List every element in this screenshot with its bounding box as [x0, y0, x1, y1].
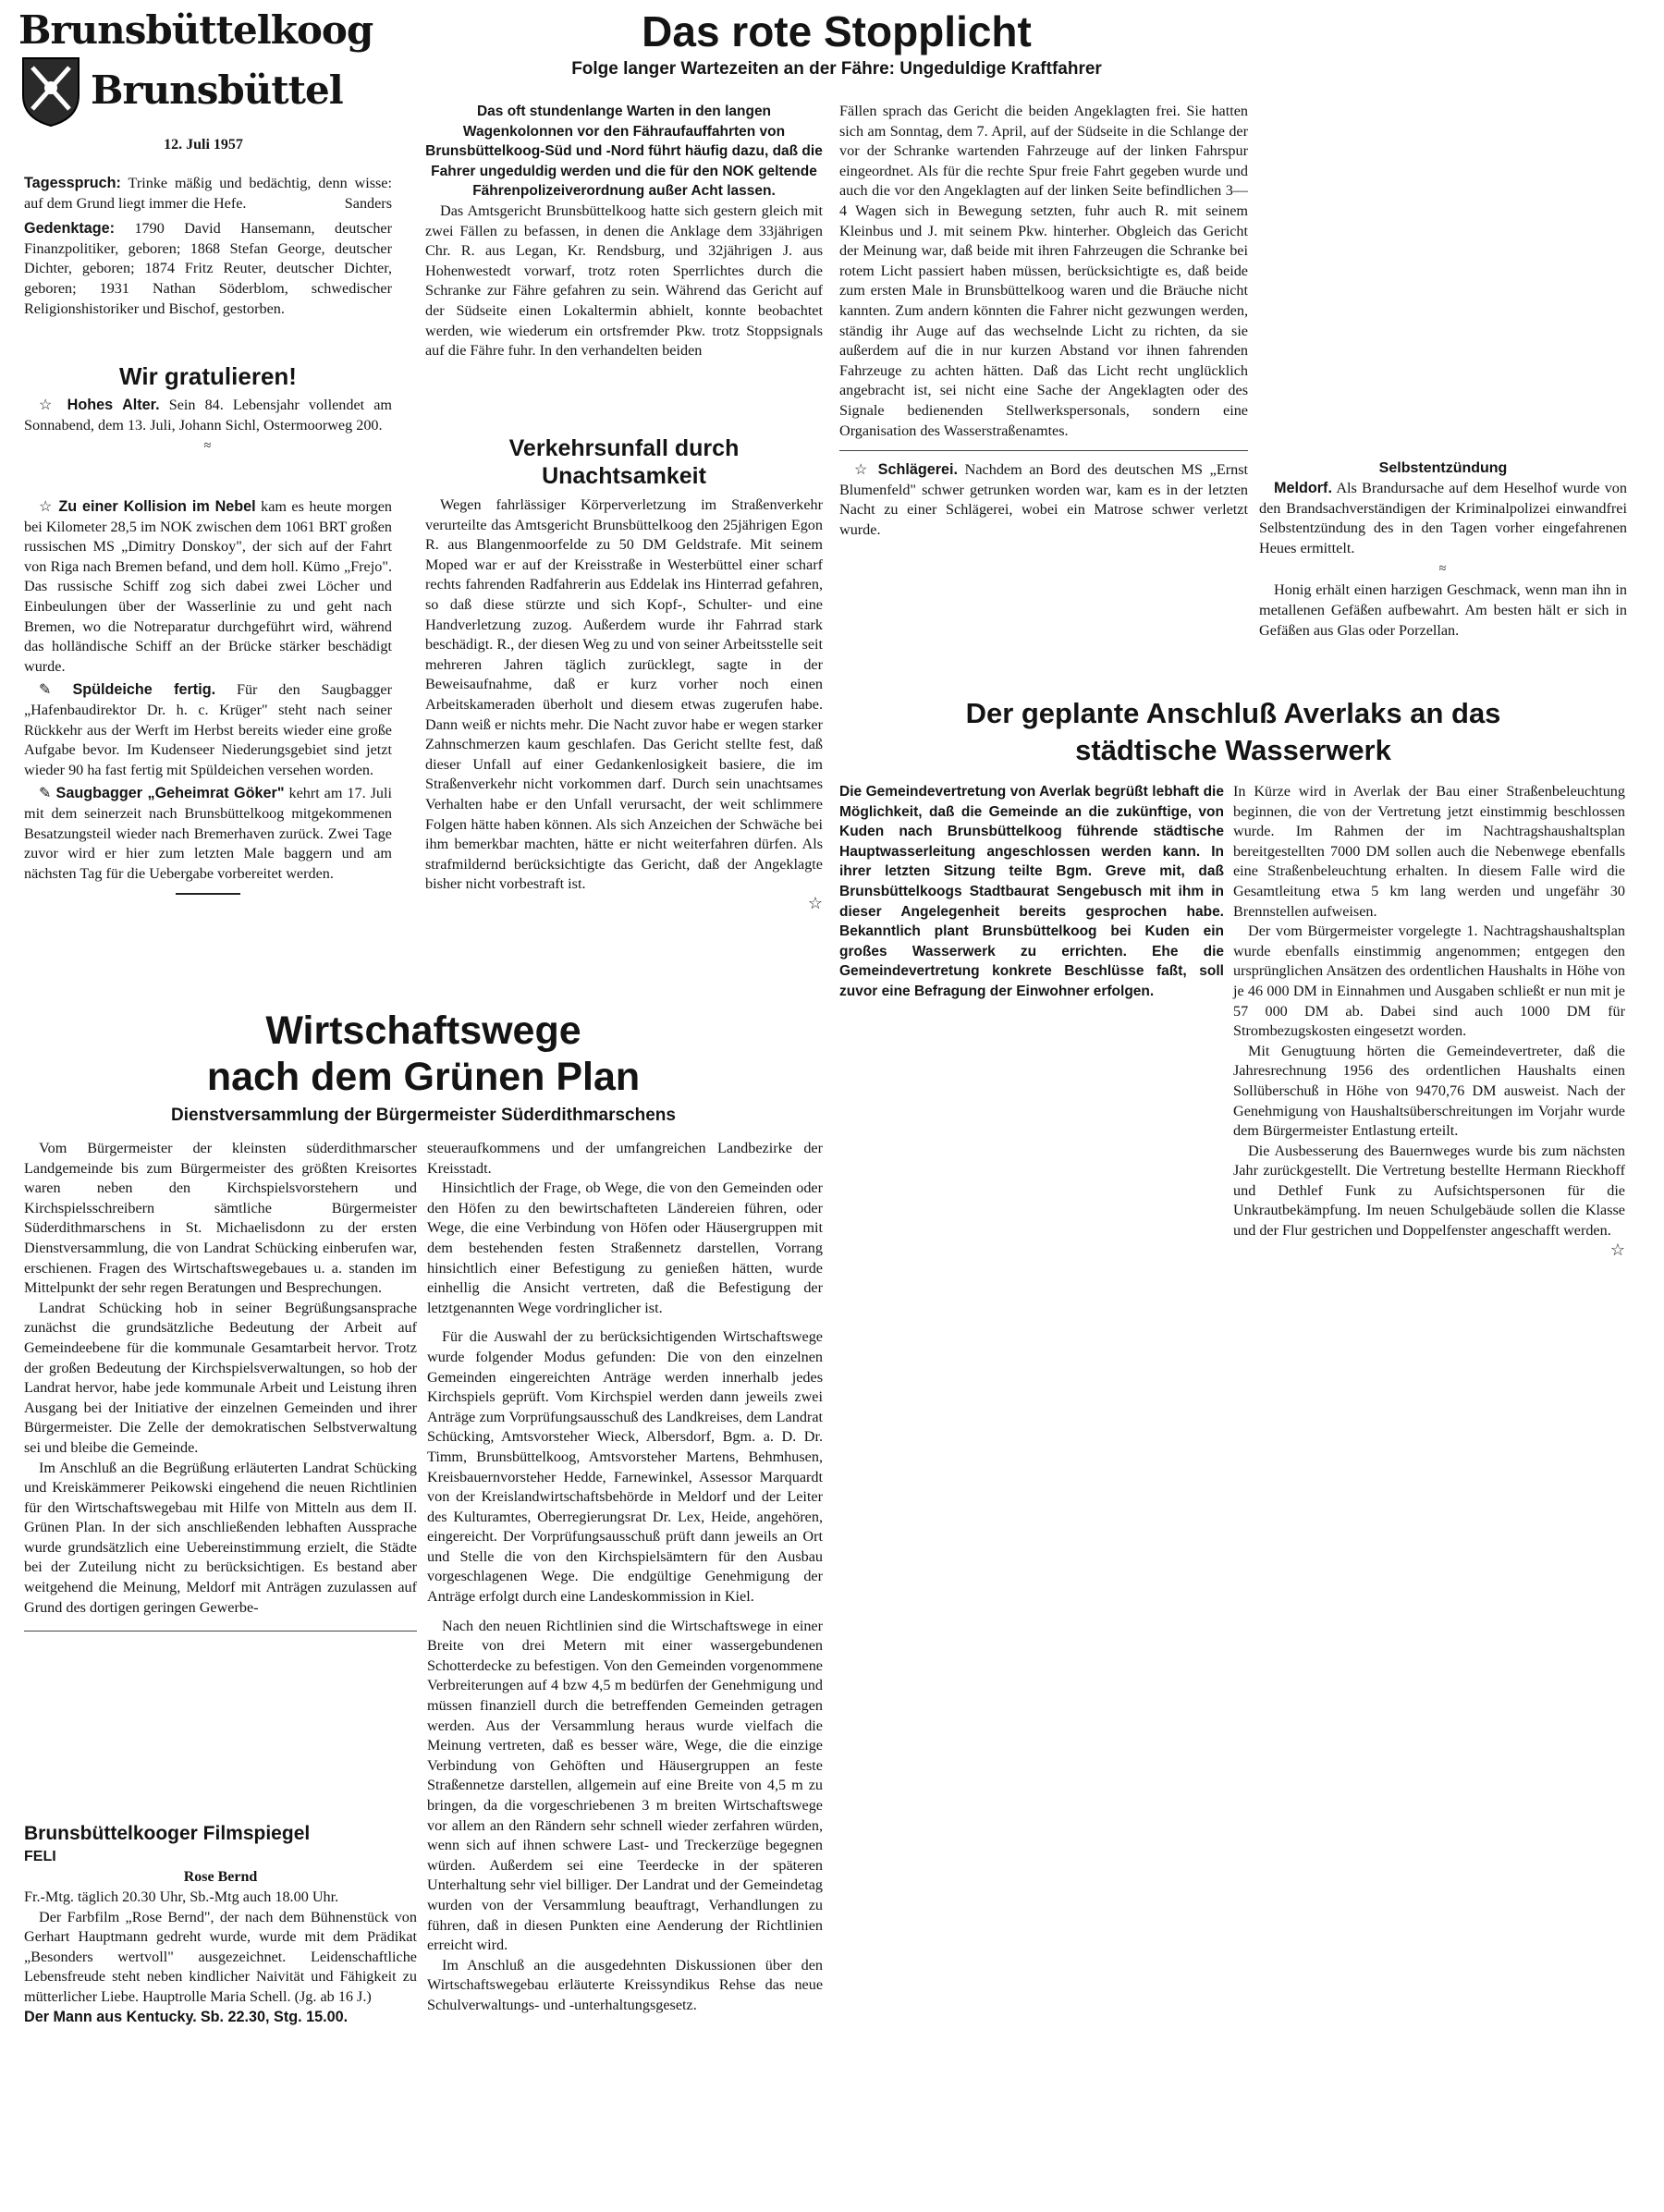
wege-subtitle: Dienstversammlung der Bürgermeister Süderdithmarschens — [171, 1106, 676, 1125]
wege-c2p1: steueraufkommens und der umfangreichen Landbezirke der Kreisstadt. — [427, 1140, 823, 1177]
wege-c2p5: Im Anschluß an die ausgedehnten Diskussionen über den Wirtschaftswegebau erläuterte Kreissyndikus Rehse das neue Schulverwaltungs- und -unterhaltungsgesetz. — [427, 1956, 823, 2013]
congrats-text: ☆ Hohes Alter. Sein 84. Lebensjahr vollendet am Sonnabend, dem 13. Juli, Johann Sichl, Ostermoorweg 200. — [24, 397, 393, 434]
wege-c2p2: Hinsichtlich der Frage, ob Wege, die von den Gemeinden oder den Höfen zu den bewirtschafteten Ländereien führen, oder Wege, die eine Verbindung von Höfen oder Häusergruppen mit dem bestehenden festen Straßennetz darstellen, Vorrang hinsichtlich einer Befestigung zu genießen hätten, wurde einhellig die Ansicht vertreten, daß die Befestigung der letztgenannten Wege vordringlicher ist. — [427, 1179, 823, 1316]
daily-section — [24, 174, 392, 319]
wege-c1p1: Vom Bürgermeister der kleinsten süderdithmarscher Landgemeinde bis zum Bürgermeister des größten Kreisortes waren neben den Kirchspielsvorstehern und Kirchspielsschreibern sämtliche Bürgermeister Süderdithmarschens in St. Michaelisdonn zu der ersten Dienstversammlung, die von Landrat Schücking einberufen war, erschienen. Fragen des Wirtschaftswegebaues u. a. standen im Mittelpunkt der sehr regen Beratungen und Besprechungen. — [24, 1140, 417, 1297]
tagesspruch-label: Tagesspruch: — [24, 175, 121, 191]
masthead-title-1: Brunsbüttelkoog — [18, 7, 373, 53]
averlak-p4: Die Ausbesserung des Bauernweges wurde bis zum nächsten Jahr zurückgestellt. Die Vertretung bestellte Hermann Rieckhoff und Dethlef Funk zu Aufsichtspersonen für die Unkrautbekämpfung. Im neuen Schulgebäude sollen die Klasse und der Flur gestrichen und Doppelfenster angeschafft werden. — [1233, 1142, 1625, 1240]
selbst-heading: Selbstentzündung — [1378, 460, 1508, 476]
gedenktage-label: Gedenktage: — [24, 220, 116, 238]
end-star-icon: ☆ — [807, 893, 823, 912]
film-second: Der Mann aus Kentucky. Sb. 22.30, Stg. 15.00. — [24, 2008, 349, 2025]
unfall-title: Verkehrsunfall durch Unachtsamkeit — [508, 435, 740, 489]
honig-text: Honig erhält einen harzigen Geschmack, wenn man ihn in metallenen Gefäßen aufbewahrt. Am besten hält er sich in Gefäßen aus Glas oder Porzellan. — [1259, 581, 1627, 639]
stopp-title: Das rote Stopplicht — [642, 7, 1032, 55]
film-movie: Rose Bernd — [183, 1869, 258, 1885]
averlak-col1 — [839, 782, 1224, 999]
tagesspruch: Tagesspruch: Trinke mäßig und bedächtig, denn wisse: auf dem Grund liegt immer die Hefe. Sanders — [24, 174, 392, 214]
divider-wave: ≈ — [203, 439, 213, 454]
nebel-article — [24, 497, 392, 904]
wege-c2p4: Nach den neuen Richtlinien sind die Wirtschaftswege in einer Breite von drei Metern mit einer wassergebundenen Schotterdecke zu befestigen. Von den Gemeinden vorgenommene Verbreiterungen auf 4 bzw 4,5 m bedürfen der Genehmigung und müssen finanziell durch die betreffenden Gemeinden getragen werden. Aus der Versammlung heraus wurde vielfach die Meinung vertreten, daß es besser wäre, Wege, die die einzige Verbindung von Gehöften und Häusergruppen an feste Straßennetze darstellen, allgemein auf eine Breite von 4,5 m zu bringen, da die vorgeschriebenen 3 m breiten Wirtschaftswege vor allem an den Rändern sehr schnell wieder zerfahren würden, wenn sich auf ihnen schwere Last- und Treckerzüge begegnen würden. Außerdem sei eine Teerdecke in der späteren Unterhaltung sehr viel billiger. Der Landrat und der Gemeindetag wurden von der Versammlung beauftragt, Verhandlungen zu führen, daß in diesen Punkten eine Aenderung der Richtlinien erreicht wird. — [427, 1617, 823, 1954]
selbst-text: Meldorf. Als Brandursache auf dem Heselhof wurde von den Brandsachverständigen der Kriminalpolizei einwandfrei Selbstentzündung des in den Tagen vorher eingefahrenen Heues ermittelt. — [1259, 480, 1627, 556]
stopp-subtitle: Folge langer Wartezeiten an der Fähre: Ungeduldige Kraftfahrer — [571, 59, 1102, 79]
schlaeg-text: ☆ Schlägerei. Nachdem an Bord des deutschen MS „Ernst Blumenfeld" schwer getrunken worden war, kam es in der letzten Nacht zu einer Schlägerei, wobei ein Matrose schwer verletzt wurde. — [839, 461, 1249, 538]
averlak-title: Der geplante Anschluß Averlaks an das städtische Wasserwerk — [965, 697, 1501, 766]
goeker-text: ✎ Saugbagger „Geheimrat Göker" kehrt am 17. Juli mit dem seinerzeit nach Brunsbüttelkoog mitgekommenen Besatzungsteil wieder nach Bremerhaven zurück. Zwei Tage zuvor wird er hier zum letzten Male baggern und am nächsten Tag für die Uebergabe vorbereitet werden. — [24, 785, 392, 882]
divider-line — [839, 450, 1248, 451]
wege-c1p3: Im Anschluß an die Begrüßung erläuterten Landrat Schücking und Kreiskämmerer Peikowski eingehend die neuen Richtlinien für den Wirtschaftswegebau mit Hilfe von Mitteln aus dem II. Grünen Plan. In der sich anschließenden lebhaften Aussprache wurde grundsätzlich eine Uebereinstimmung erzielt, die Städte bei der Zuteilung nicht zu berücksichtigen. Es bestand aber weitgehend die Meinung, Meldorf mit Anträgen zuzulassen auf Grund des dortigen geringen Gewerbe- — [24, 1459, 417, 1616]
film-times: Fr.-Mtg. täglich 20.30 Uhr, Sb.-Mtg auch 18.00 Uhr. — [24, 1888, 339, 1905]
unfall-article — [425, 434, 823, 911]
film-text: Der Farbfilm „Rose Bernd", der nach dem Bühnenstück von Gerhart Hauptmann gedreht wurde, wurde mit dem Prädikat „Besonders wertvoll" ausgezeichnet. Leidenschaftliche Lebensfreude steht neben kindlicher Naivität und Fähigkeit zu mütterlicher Liebe. Hauptrolle Maria Schell. (Jg. ab 16 J.) — [24, 1908, 417, 2005]
wege-col1 — [24, 1139, 417, 1641]
gedenktage: Gedenktage: 1790 David Hansemann, deutscher Finanzpolitiker, geboren; 1868 Stefan George, deutscher Dichter, geboren; 1874 Fritz Reuter, deutscher Dichter, geboren; 1931 Nathan Söderblom, schwedischer Religionshistoriker und Bischof, gestorben. — [24, 220, 393, 317]
masthead-title-2: Brunsbüttel — [91, 67, 343, 113]
wege-header — [24, 1008, 823, 1128]
congrats-section — [24, 361, 392, 458]
averlak-p3: Mit Genugtuung hörten die Gemeindevertreter, daß die Jahresrechnung 1956 des ordentlichen Haushalts einen Sollüberschuß in Höhe von 9470,76 DM ausweist. Nach der Genehmigung von Haushaltsüberschreitungen im Vorjahr wurde dem Bürgermeister Entlastung erteilt. — [1233, 1042, 1625, 1140]
averlak-col2 — [1233, 782, 1625, 1258]
film-heading: Brunsbüttelkooger Filmspiegel — [24, 1823, 311, 1844]
wege-c1p2: Landrat Schücking hob in seiner Begrüßungsansprache zunächst die grundsätzliche Bedeutung der Arbeit auf Gemeindeebene für die kommunale Gesamtarbeit hervor. Trotz der großen Bedeutung der Kirchspielsverwaltungen, so hob der Landrat hervor, habe jede kommunale Arbeit und Leistung ihren Ausgang bei der Initiative der einzelnen Gemeinden und ihrer Bürgermeister. Die Zelle der demokratischen Selbstverwaltung sei und bleibe die Gemeinde. — [24, 1299, 417, 1456]
stopp-col2 — [839, 102, 1248, 540]
stopp-header — [425, 6, 1248, 81]
averlak-header — [839, 695, 1627, 769]
film-cinema: FELI — [24, 1849, 56, 1864]
selbst-article — [1259, 458, 1627, 641]
end-star-icon-2: ☆ — [1609, 1240, 1625, 1259]
divider-line-2 — [24, 1631, 417, 1632]
stopp-lead: Das oft stundenlange Warten in den langen Wagenkolonnen vor den Fähraufauffahrten von Brunsbüttelkoog-Süd und -Nord führt häufig dazu, daß die Fahrer ungeduldig werden und die für den NOK geltende Fährenpolizeiverordnung außer Acht lassen. — [425, 104, 823, 200]
tagesspruch-author: Sanders — [344, 194, 392, 212]
averlak-lead: Die Gemeindevertretung von Averlak begrüßt lebhaft die Möglichkeit, daß die Gemeinde an die zukünftige, von Kuden nach Brunsbüttelkoog führende städtische Hauptwasserleitung angeschlossen werden kann. In ihrer letzten Sitzung teilte Bgm. Greve mit, daß Brunsbüttelkoogs Stadtbaurat Sengebusch mit ihm in dieser Angelegenheit bereits gesprochen habe. Bekanntlich plant Brunsbüttelkoog bei Kuden ein großes Wasserwerk zu errichten. Ehe die Gemeindevertretung konkrete Beschlüsse faßt, soll zuvor eine Befragung der Einwohner erfolgen. — [839, 784, 1224, 999]
spuel-text: ✎ Spüldeiche fertig. Für den Saugbagger „Hafenbaudirektor Dr. h. c. Krüger" steht nach seiner Rückkehr aus der Werft im Herbst bereits wieder eine große Aufgabe bevor. Im Kudenseer Niederungsgebiet sind jetzt wieder 90 ha fast fertig mit Spüldeichen versehen worden. — [24, 681, 392, 778]
averlak-p1: In Kürze wird in Averlak der Bau einer Straßenbeleuchtung beginnen, die von der Vertretung jetzt einstimmig beschlossen wurde. Im Rahmen der im Nachtragshaushaltsplan bereitgestellten 7000 DM sollen auch die Nebenwege ebenfalls eine Straßenbeleuchtung erhalten. In diesem Falle wird die Gesamtleitung etwa 5 km lang werden und ungefähr 30 Brennstellen aufweisen. — [1233, 783, 1625, 920]
stopp-p1: Das Amtsgericht Brunsbüttelkoog hatte sich gestern gleich mit zwei Fällen zu befassen, in denen die Anklage dem 33jährigen Chr. R. aus Legan, Kr. Rendsburg, und 32jährigen J. aus Hohenwestedt vorwarf, trotz roten Sperrlichtes durch die Schranke zur Fähre gefahren zu sein. Während das Gericht auf der Südseite einen Lokaltermin abhielt, konnte beobachtet werden, wie wiederum ein ortsfremder Pkw. trotz Stoppsignals auf die Fähre fuhr. In den verhandelten beiden — [425, 202, 823, 360]
wege-col2 — [427, 1139, 823, 2016]
nebel-text: ☆ Zu einer Kollision im Nebel kam es heute morgen bei Kilometer 28,5 im NOK zwischen dem 1061 BRT großen russischen MS „Dimitry Donskoy", der sich auf der Fahrt von Riga nach Bremen befand, und dem holl. Kümo „Frejo". Das russische Schiff zog sich dabei zwei Löcher und Einbeulungen über der Wasserlinie zu und geht nach Bremen, wo die Notreparatur durchgeführt wird, während das holländische Schiff an der Brücke stärker beschädigt wurde. — [24, 498, 392, 675]
film-section — [24, 1821, 417, 2027]
wege-c2p3: Für die Auswahl der zu berücksichtigenden Wirtschaftswege wurde folgender Modus gefunden: Die von den einzelnen Gemeinden eingereichten Anträge werden innerhalb jedes Kirchspiels geprüft. Vom Kirchspiel werden dann jeweils zwei Anträge zum Vorprüfungsausschuß des Landkreises, dem Landrat Schücking, Amtsvorsteher Wieck, Albersdorf, Bgm. a. D. Dr. Timm, Brunsbüttelkoog, Amtsvorsteher Martens, Behmhusen, Kreisbauernvorsteher Hedde, Farnewinkel, Assessor Marquardt von der Kreislandwirtschaftsbehörde in Meldorf und der Leiter des Kulturamtes, Oberregierungsrat Dr. Lex, Heide, angehören, eingereicht. Der Vorprüfungsausschuß prüft dann jeweils an Ort und Stelle die von den Kirchspielsämtern für den Ausbau vorgeschlagenen Wege. Die endgültige Genehmigung der Anträge erfolgt durch eine Landeskommission in Kiel. — [427, 1328, 823, 1606]
issue-date: 12. Juli 1957 — [164, 137, 243, 153]
coat-of-arms-icon — [18, 54, 83, 128]
stopp-p2: Fällen sprach das Gericht die beiden Angeklagten frei. Sie hatten sich am Sonntag, dem 7. April, auf der Südseite in die Schlange der vor der Schranke wartenden Fahrzeuge auf der linken Fahrspur eingeordnet. Als für die rechte Spur freie Fahrt gegeben wurde und auch die vor den Angeklagten auf der linken Seite befindlichen 3—4 Wagen sich in Bewegung setzten, fuhr auch R. mit seinem Kleinbus und J. mit seinem Pkw. hinterher. Obgleich das Gericht der Meinung war, daß beide mit ihren Fahrzeugen die Schranke bei rotem Licht passiert haben müssen, berücksichtigte es, daß beide zum ersten Male in Brunsbüttelkoog waren und die Bräuche nicht kannten. Zum andern könnten die Fahrer nicht gezwungen werden, ständig ihr Auge auf das wechselnde Licht zu richten, da sie außerdem auf die in nur kurzen Abstand vor ihnen fahrenden Fahrzeuge zu achten hätten. Daß das Licht recht unglücklich angebracht ist, sei nicht eine Sache der Angeklagten oder des Signale bedienenden Stellwerkspersonals, sondern eine Organisation des Wasserstraßenamtes. — [839, 103, 1248, 439]
masthead — [18, 9, 388, 153]
divider-wave-2: ≈ — [1438, 562, 1448, 577]
averlak-p2: Der vom Bürgermeister vorgelegte 1. Nachtragshaushaltsplan wurde ebenfalls einstimmig angenommen; entgegen den ursprünglichen Ansätzen des ordentlichen Haushalts in Höhe von je 46 000 DM in Einnahmen und Ausgaben schließt er nun mit je 57 000 DM ab. Dabei sind auch 1000 DM für Strombezugskosten eingesetzt worden. — [1233, 923, 1625, 1040]
wege-title-2: nach dem Grünen Plan — [206, 1055, 641, 1099]
congrats-heading: Wir gratulieren! — [119, 362, 297, 390]
divider-rule — [176, 893, 240, 895]
unfall-p1: Wegen fahrlässiger Körperverletzung im Straßenverkehr verurteilte das Amtsgericht Brunsbüttelkoog den 25jährigen Egon R. aus Blangenmoorfelde zu 50 DM Geldstrafe. Mit seinem Moped war er auf der Kreisstraße in Westerbüttel einer scharf rechts fahrenden Radfahrerin aus Eddelak ins Hinterrad gefahren, so daß diese stürzte und sich Kopf-, Schulter- und eine Handverletzung zuzog. Außerdem wurde ihr Fahrrad stark beschädigt. R., der diesen Weg zu und von seiner Arbeitsstelle seit mehreren Jahren täglich zurücklegt, sagte in der Beweisaufnahme, daß er kurz vorher noch einen Arbeitskameraden überholt und diesem etwas zugerufen habe. Dann weiß er nichts mehr. Die Nacht zuvor habe er wegen starker Zahnschmerzen kaum geschlafen. Das Gericht stellte fest, daß dieser Unfall auf einer Gedankenlosigkeit basiere, die im Straßenverkehr nicht vorkommen darf. Durch sein unachtsames Verhalten habe er den Unfall verursacht, der weit schlimmere Folgen hätte haben können. Als sich Anzeichen der Schwäche bei ihm bemerkbar machten, hätte er nicht weiterfahren dürfen. Als strafmildernd berücksichtigte das Gericht, daß der Angeklagte bisher nicht vorbestraft ist. — [425, 496, 823, 893]
wege-title-1: Wirtschaftswege — [265, 1008, 581, 1053]
stopp-col1 — [425, 102, 823, 361]
